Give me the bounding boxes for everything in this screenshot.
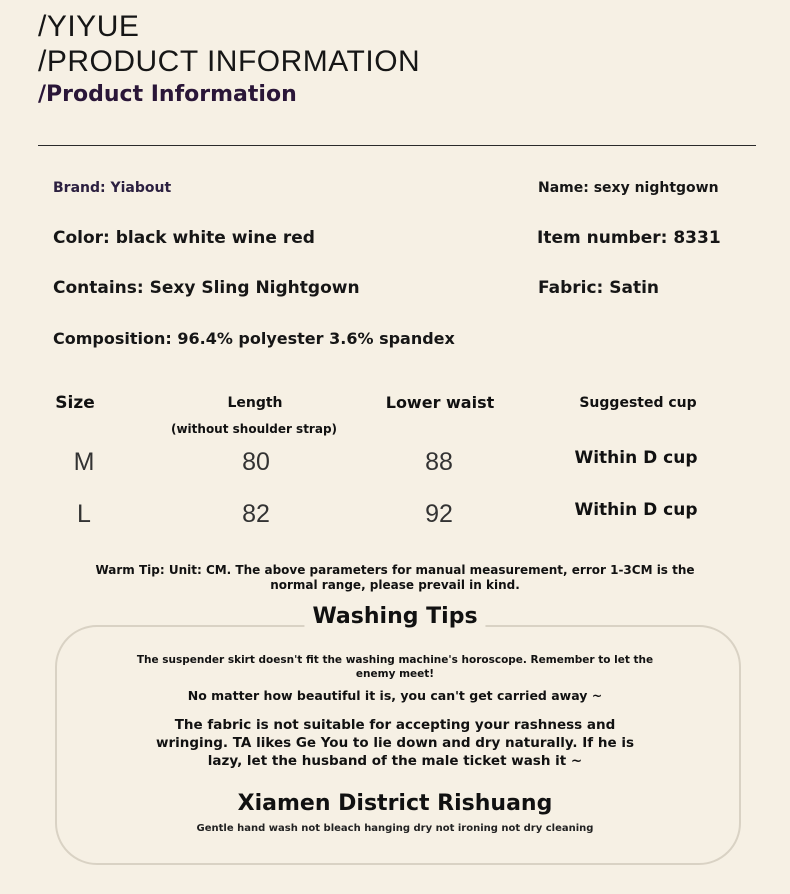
washing-line: enemy meet! <box>355 668 435 680</box>
lower-waist-header: Lower waist <box>385 393 495 412</box>
fabric-field: Fabric: Satin <box>538 278 660 298</box>
washing-paragraph <box>120 653 670 681</box>
length-header: Length <box>227 395 283 411</box>
washing-title: Washing Tips <box>304 604 485 629</box>
length-cell: 80 <box>242 448 270 476</box>
warm-tip-line: normal range, please prevail in kind. <box>270 578 520 592</box>
washing-line: The suspender skirt doesn't fit the washing machine's horoscope. Remember to let the <box>136 654 654 666</box>
washing-line: The fabric is not suitable for accepting your rashness and <box>174 717 616 733</box>
item-number-field: Item number: 8331 <box>537 228 721 248</box>
section-header: /Product Information <box>38 82 297 107</box>
length-note: (without shoulder strap) <box>170 422 338 436</box>
lower-waist-cell: 92 <box>425 500 453 528</box>
size-cell: M <box>73 448 95 476</box>
cup-cell: Within D cup <box>574 448 698 468</box>
contains-field: Contains: Sexy Sling Nightgown <box>53 278 360 298</box>
warm-tip <box>95 563 695 593</box>
length-cell: 82 <box>242 500 270 528</box>
washing-line: wringing. TA likes Ge You to lie down and dry naturally. If he is <box>156 735 634 751</box>
name-field: Name: sexy nightgown <box>538 180 719 196</box>
cup-cell: Within D cup <box>574 500 698 520</box>
cup-header: Suggested cup <box>579 395 697 411</box>
maker-name: Xiamen District Rishuang <box>237 791 553 816</box>
lower-waist-cell: 88 <box>425 448 453 476</box>
size-header: Size <box>55 393 95 413</box>
section-header-uppercase: /PRODUCT INFORMATION <box>38 45 421 78</box>
washing-paragraph <box>120 688 670 704</box>
washing-line: No matter how beautiful it is, you can't get carried away ~ <box>187 688 603 703</box>
warm-tip-line: Warm Tip: Unit: CM. The above parameters for manual measurement, error 1-3CM is the <box>95 563 695 577</box>
brand-field: Brand: Yiabout <box>53 180 172 196</box>
washing-paragraph <box>120 716 670 770</box>
color-field: Color: black white wine red <box>53 228 315 248</box>
size-cell: L <box>77 500 91 528</box>
composition-field: Composition: 96.4% polyester 3.6% spandex <box>53 329 455 348</box>
washing-line: lazy, let the husband of the male ticket wash it ~ <box>207 753 583 769</box>
header-divider <box>38 145 756 146</box>
care-instructions: Gentle hand wash not bleach hanging dry not ironing not dry cleaning <box>196 823 594 834</box>
brand-header: /YIYUE <box>38 10 140 43</box>
